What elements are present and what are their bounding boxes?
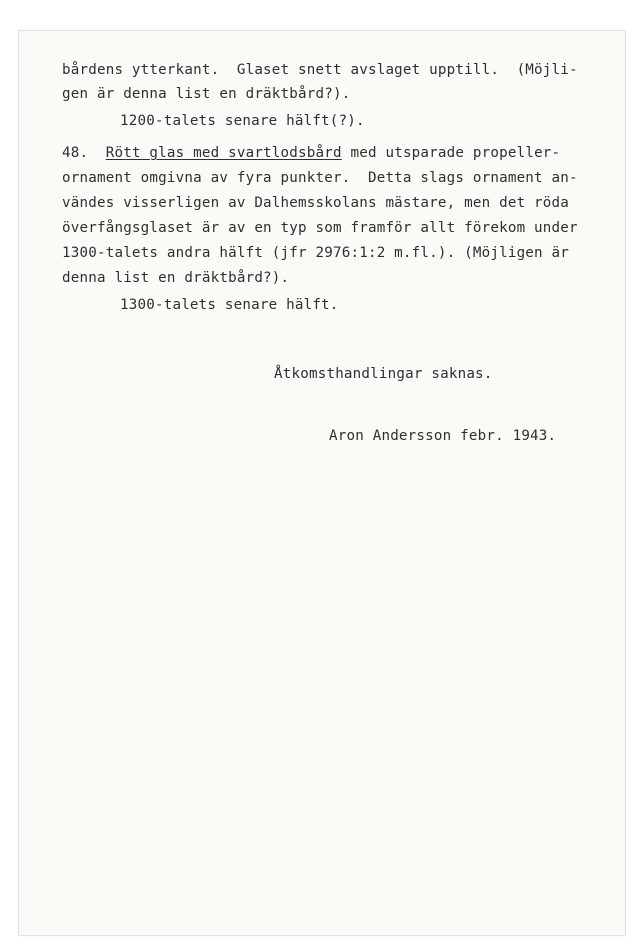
text-line: ornament omgivna av fyra punkter. Detta slags ornament an- <box>62 170 578 186</box>
text-line: överfångsglaset är av en typ som framför allt förekom under <box>62 220 578 236</box>
item-number: 48. <box>62 145 89 161</box>
note-line: Åtkomsthandlingar saknas. <box>274 366 493 382</box>
text-line: bårdens ytterkant. Glaset snett avslaget upptill. (Möjli- <box>62 62 578 78</box>
document-sheet <box>18 30 626 936</box>
item-first-line-rest: med utsparade propeller- <box>341 145 561 161</box>
item-title: Rött glas med svartlodsbård <box>105 145 342 161</box>
text-line: gen är denna list en dräktbård?). <box>62 86 351 102</box>
item-48-first-line <box>62 144 560 162</box>
dating-line: 1200-talets senare hälft(?). <box>120 113 365 129</box>
text-line: 1300-talets andra hälft (jfr 2976:1:2 m.fl.). (Möjligen är <box>62 245 570 261</box>
dating-line: 1300-talets senare hälft. <box>120 297 339 313</box>
text-line: denna list en dräktbård?). <box>62 270 290 286</box>
text-line: vändes visserligen av Dalhemsskolans mästare, men det röda <box>62 195 570 211</box>
signature-line: Aron Andersson febr. 1943. <box>329 428 557 444</box>
